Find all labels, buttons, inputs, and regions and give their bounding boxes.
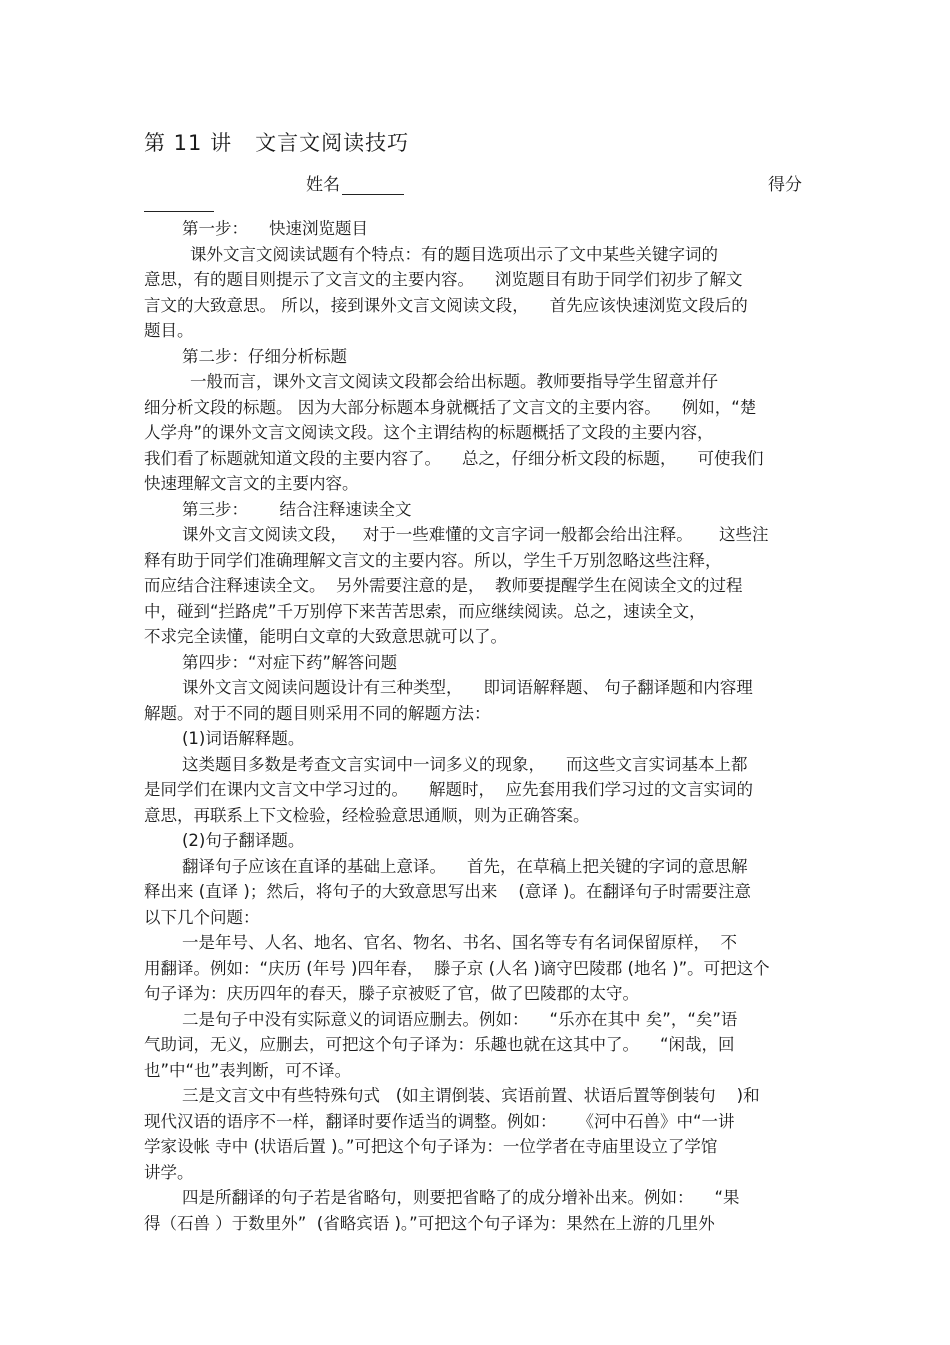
text-line: 也”中“也”表判断，可不译。 (144, 1060, 352, 1080)
text-line: 句子译为：庆历四年的春天，滕子京被贬了官，做了巴陵郡的太守。 (144, 984, 639, 1003)
text-line: 用翻译。例如：“庆历 (年号 )四年春， 滕子京 (人名 )谪守巴陵郡 (地名 )”。可把这个 (144, 958, 770, 978)
score-blank (144, 211, 214, 212)
text-line: 课外文言文阅读文段， 对于一些难懂的文言字词一般都会给出注释。 这些注 (182, 525, 769, 544)
text-line: 释出来 (直译 )；然后，将句子的大致意思写出来 (意译 )。在翻译句子时需要注意 (144, 882, 751, 901)
text-line: (2)句子翻译题。 (182, 831, 305, 850)
text-line: 翻译句子应该在直译的基础上意译。 首先，在草稿上把关键的字词的意思解 (182, 856, 748, 876)
text-line: 是同学们在课内文言文中学习过的。 解题时， 应先套用我们学习过的文言实词的 (144, 780, 753, 799)
text-line: 第二步：仔细分析标题 (182, 346, 347, 366)
text-line: 解题。对于不同的题目则采用不同的解题方法： (144, 703, 491, 723)
text-line: 以下几个问题： (144, 907, 260, 927)
text-line: 我们看了标题就知道文段的主要内容了。 总之，仔细分析文段的标题， 可使我们 (144, 448, 764, 468)
text-line: 细分析文段的标题。 因为大部分标题本身就概括了文言文的主要内容。 例如，“楚 (144, 397, 757, 417)
text-line: 题目。 (144, 321, 194, 340)
text-line: 快速理解文言文的主要内容。 (144, 474, 359, 493)
text-line: 一是年号、人名、地名、官名、物名、书名、国名等专有名词保留原样， 不 (182, 933, 737, 952)
document-body (144, 216, 809, 1236)
text-line: 三是文言文中有些特殊句式 (如主谓倒装、宾语前置、状语后置等倒装句 )和 (182, 1086, 760, 1105)
text-line: 一般而言，课外文言文阅读文段都会给出标题。教师要指导学生留意并仔 (190, 372, 718, 391)
text-line: 四是所翻译的句子若是省略句，则要把省略了的成分增补出来。例如： “果 (182, 1188, 740, 1207)
text-line: 学家设帐 寺中 (状语后置 )。”可把这个句子译为：一位学者在寺庙里设立了学馆 (144, 1137, 718, 1156)
text-line: 意思，再联系上下文检验，经检验意思通顺，则为正确答案。 (144, 805, 590, 825)
text-line: 释有助于同学们准确理解文言文的主要内容。所以，学生千万别忽略这些注释， (144, 550, 722, 570)
name-label: 姓名 (306, 175, 340, 195)
score-label: 得分 (768, 175, 802, 195)
text-line: (1)词语解释题。 (182, 729, 305, 748)
text-line: 第三步： 结合注释速读全文 (182, 499, 412, 519)
document-title: 第 11 讲 文言文阅读技巧 (144, 131, 410, 155)
text-line: 第四步：“对症下药”解答问题 (182, 652, 398, 672)
text-line: 意思，有的题目则提示了文言文的主要内容。 浏览题目有助于同学们初步了解文 (144, 270, 743, 289)
text-line: 言文的大致意思。 所以，接到课外文言文阅读文段， 首先应该快速浏览文段后的 (144, 295, 748, 315)
text-line: 中，碰到“拦路虎”千万别停下来苦苦思索，而应继续阅读。总之，速读全文， (144, 601, 706, 621)
text-line: 人学舟”的课外文言文阅读文段。这个主谓结构的标题概括了文段的主要内容， (144, 423, 714, 442)
text-line: 气助词，无义，应删去，可把这个句子译为：乐趣也就在这其中了。 “闲哉，回 (144, 1035, 735, 1054)
text-line: 这类题目多数是考查文言实词中一词多义的现象， 而这些文言实词基本上都 (182, 754, 748, 774)
text-line: 课外文言文阅读试题有个特点：有的题目选项出示了文中某些关键字词的 (190, 244, 718, 264)
text-line: 得（石兽 ）于数里外” (省略宾语 )。”可把这个句子译为：果然在上游的几里外 (144, 1213, 715, 1233)
name-field (306, 170, 404, 195)
text-line: 不求完全读懂，能明白文章的大致意思就可以了。 (144, 627, 507, 646)
text-line: 第一步： 快速浏览题目 (182, 219, 368, 238)
text-line: 课外文言文阅读问题设计有三种类型， 即词语解释题、 句子翻译题和内容理 (182, 678, 753, 697)
text-line: 而应结合注释速读全文。 另外需要注意的是， 教师要提醒学生在阅读全文的过程 (144, 576, 743, 595)
text-line: 二是句子中没有实际意义的词语应删去。例如： “乐亦在其中 矣”，“矣”语 (182, 1009, 738, 1029)
text-line: 讲学。 (144, 1162, 194, 1182)
name-blank (342, 177, 404, 195)
text-line: 现代汉语的语序不一样，翻译时要作适当的调整。例如： 《河中石兽》中“一讲 (144, 1111, 735, 1131)
